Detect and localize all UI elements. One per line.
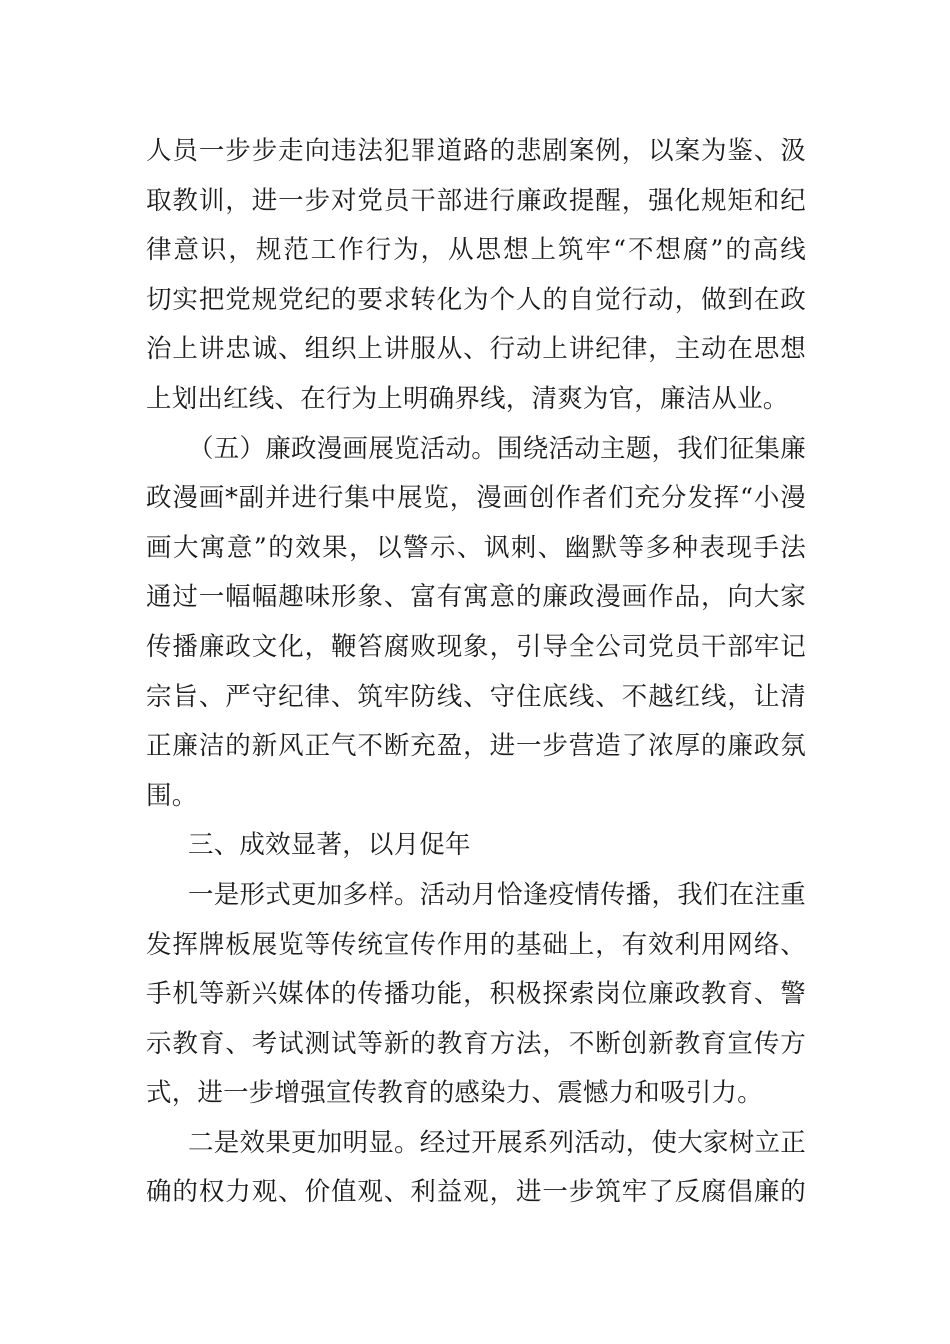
text-line: 通过一幅幅趣味形象、富有寓意的廉政漫画作品，向大家 — [146, 582, 806, 613]
text-line: 切实把党规党纪的要求转化为个人的自觉行动，做到在政 — [146, 284, 806, 315]
text-line: 确的权力观、价值观、利益观，进一步筑牢了反腐倡廉的 — [146, 1177, 806, 1208]
text-line: 二是效果更加明显。经过开展系列活动，使大家树立正 — [188, 1127, 806, 1158]
section-heading — [146, 821, 806, 871]
text-line: （五）廉政漫画展览活动。围绕活动主题，我们征集廉 — [188, 433, 806, 464]
text-line: 一是形式更加多样。活动月恰逢疫情传播，我们在注重 — [188, 879, 806, 910]
text-line: 式，进一步增强宣传教育的感染力、震憾力和吸引力。 — [146, 1078, 763, 1109]
text-line: 上划出红线、在行为上明确界线，清爽为官，廉洁从业。 — [146, 383, 789, 414]
text-line: 取教训，进一步对党员干部进行廉政提醒，强化规矩和纪 — [146, 185, 806, 216]
text-line: 围。 — [146, 780, 198, 811]
text-line: 画大寓意”的效果，以警示、讽刺、幽默等多种表现手法 — [146, 532, 806, 563]
text-line: 政漫画*副并进行集中展览，漫画创作者们充分发挥“小漫 — [146, 483, 806, 514]
paragraph-comic-exhibition — [146, 425, 806, 822]
text-line: 手机等新兴媒体的传播功能，积极探索岗位廉政教育、警 — [146, 979, 806, 1010]
text-line: 人员一步步走向违法犯罪道路的悲剧案例，以案为鉴、汲 — [146, 136, 806, 166]
section-heading-text: 三、成效显著，以月促年 — [188, 830, 471, 861]
text-line: 示教育、考试测试等新的教育方法，不断创新教育宣传方 — [146, 1028, 806, 1059]
paragraph-effect-obvious — [146, 1119, 806, 1218]
document-page — [146, 127, 806, 1218]
text-line: 传播廉政文化，鞭笞腐败现象，引导全公司党员干部牢记 — [146, 631, 806, 662]
text-line: 正廉洁的新风正气不断充盈，进一步营造了浓厚的廉政氛 — [146, 731, 806, 762]
text-line: 宗旨、严守纪律、筑牢防线、守住底线、不越红线，让清 — [146, 681, 806, 712]
text-line: 治上讲忠诚、组织上讲服从、行动上讲纪律，主动在思想 — [146, 334, 806, 365]
paragraph-case-lessons — [146, 127, 806, 425]
text-line: 律意识，规范工作行为，从思想上筑牢“不想腐”的高线 — [146, 235, 806, 266]
paragraph-form-diversity — [146, 871, 806, 1119]
text-line: 发挥牌板展览等传统宣传作用的基础上，有效利用网络、 — [146, 929, 806, 960]
